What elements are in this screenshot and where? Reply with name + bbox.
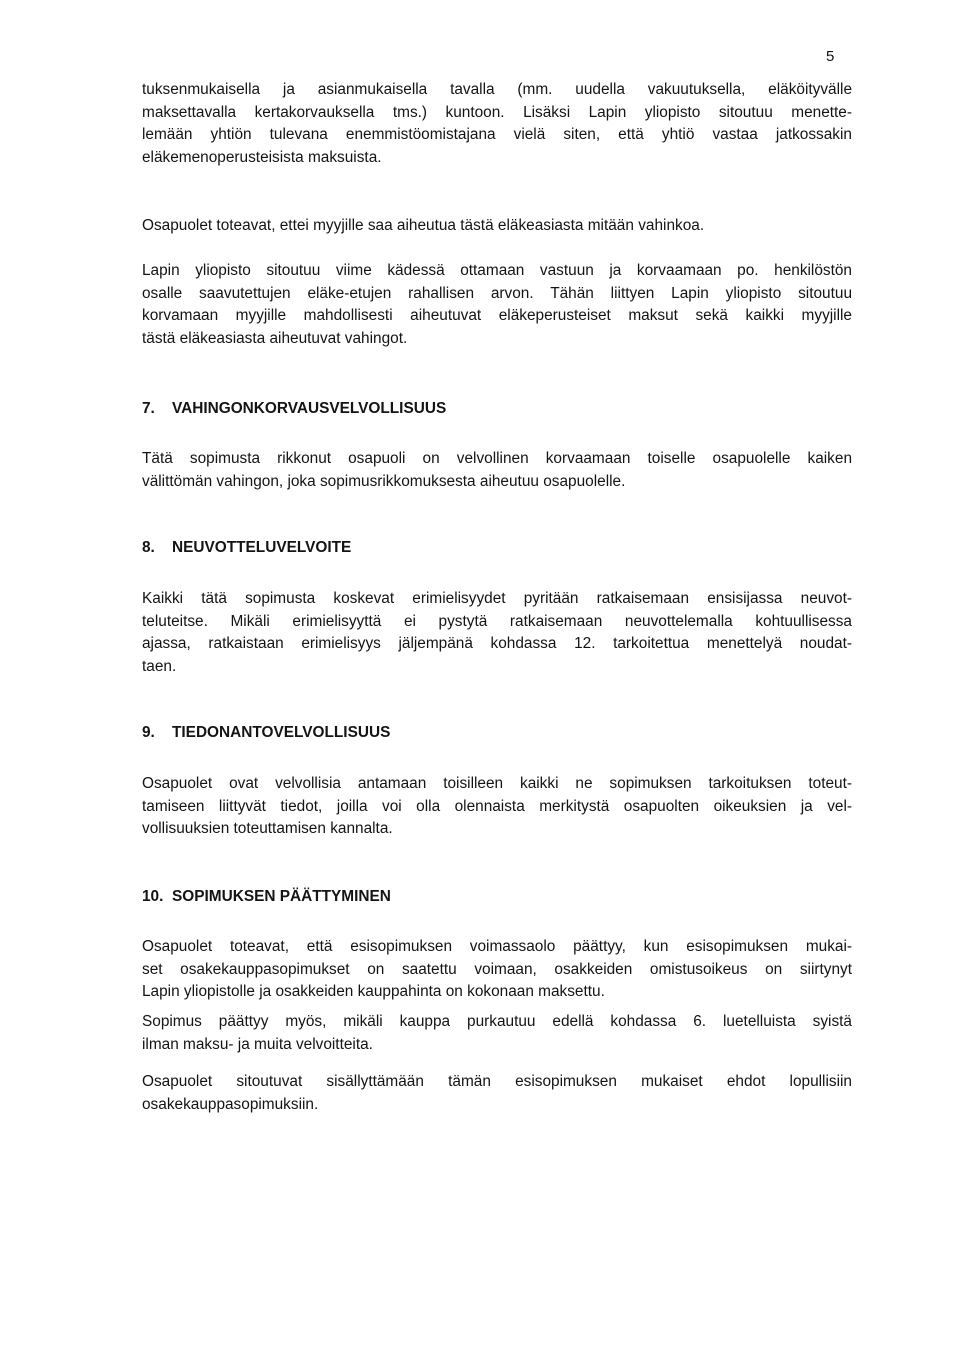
text-line: osalle saavutettujen eläke-etujen rahallisen arvon. Tähän liittyen Lapin yliopisto sitoutuu <box>142 284 852 302</box>
section-paragraph <box>142 1011 852 1056</box>
text-line: Lapin yliopisto sitoutuu viime kädessä ottamaan vastuun ja korvaamaan po. henkilöstön <box>142 262 852 279</box>
text-line: Sopimus päättyy myös, mikäli kauppa purkautuu edellä kohdassa 6. luetelluista syistä <box>142 1013 852 1030</box>
section-paragraph <box>142 936 852 1004</box>
section-title: NEUVOTTELUVELVOITE <box>172 539 352 556</box>
text-line: vollisuuksien toteuttamisen kannalta. <box>142 820 393 838</box>
text-line: tuksenmukaisella ja asianmukaisella tavalla (mm. uudella vakuutuksella, eläköityvälle <box>142 81 852 98</box>
text-line: set osakekauppasopimukset on saatettu voimaan, osakkeiden omistusoikeus on siirtynyt <box>142 960 852 978</box>
text-line: taen. <box>142 657 177 675</box>
text-line: Osapuolet ovat velvollisia antamaan toisilleen kaikki ne sopimuksen tarkoituksen toteut- <box>142 775 852 792</box>
text-line: korvamaan myyjille mahdollisesti aiheutuvat eläkeperusteiset maksut sekä kaikki myyjille <box>142 307 852 325</box>
section-title: TIEDONANTOVELVOLLISUUS <box>172 724 391 741</box>
text-line: Tätä sopimusta rikkonut osapuoli on velvollinen korvaamaan toiselle osapuolelle kaiken <box>142 450 852 467</box>
section-title: VAHINGONKORVAUSVELVOLLISUUS <box>172 400 447 417</box>
section-heading <box>142 886 391 908</box>
text-line: Osapuolet toteavat, ettei myyjille saa aiheutua tästä eläkeasiasta mitään vahinkoa. <box>142 217 705 234</box>
text-line: ilman maksu- ja muita velvoitteita. <box>142 1035 373 1053</box>
text-line: Osapuolet toteavat, että esisopimuksen voimassaolo päättyy, kun esisopimuksen mukai- <box>142 938 852 955</box>
section-number: 7. <box>142 400 155 417</box>
text-line: eläkemenoperusteisista maksuista. <box>142 148 382 166</box>
section-paragraph <box>142 773 852 841</box>
text-line: Lapin yliopistolle ja osakkeiden kauppahinta on kokonaan maksettu. <box>142 983 605 1001</box>
text-line: maksettavalla kertakorvauksella tms.) kuntoon. Lisäksi Lapin yliopisto sitoutuu menette- <box>142 103 852 121</box>
section-title: SOPIMUKSEN PÄÄTTYMINEN <box>172 888 391 905</box>
responsibility-paragraph <box>142 260 852 350</box>
section-heading <box>142 722 390 744</box>
text-line: osakekauppasopimuksiin. <box>142 1095 319 1113</box>
section-number: 8. <box>142 539 155 556</box>
text-line: teluteitse. Mikäli erimielisyyttä ei pystytä ratkaisemaan neuvottelemalla kohtuullisessa <box>142 612 852 630</box>
text-line: välittömän vahingon, joka sopimusrikkomuksesta aiheutuu osapuolelle. <box>142 472 626 490</box>
section-heading <box>142 537 351 559</box>
page-number: 5 <box>826 48 835 65</box>
no-damage-paragraph <box>142 215 852 238</box>
section-heading <box>142 398 446 420</box>
text-line: tästä eläkeasiasta aiheutuvat vahingot. <box>142 329 408 347</box>
text-line: lemään yhtiön tulevana enemmistöomistajana vielä siten, että yhtiö vastaa jatkossakin <box>142 126 852 144</box>
section-number: 9. <box>142 724 155 741</box>
text-line: Osapuolet sitoutuvat sisällyttämään tämän esisopimuksen mukaiset ehdot lopullisiin <box>142 1073 852 1090</box>
section-number: 10. <box>142 888 164 905</box>
section-paragraph <box>142 1071 852 1116</box>
text-line: ajassa, ratkaistaan erimielisyys jäljempänä kohdassa 12. tarkoitettua menettelyä noudat- <box>142 635 852 653</box>
intro-paragraph <box>142 79 852 169</box>
text-line: tamiseen liittyvät tiedot, joilla voi olla olennaista merkitystä osapuolten oikeuksien ja vel- <box>142 797 852 815</box>
section-paragraph <box>142 448 852 493</box>
section-paragraph <box>142 588 852 678</box>
text-line: Kaikki tätä sopimusta koskevat erimielisyydet pyritään ratkaisemaan ensisijassa neuvot- <box>142 590 852 607</box>
